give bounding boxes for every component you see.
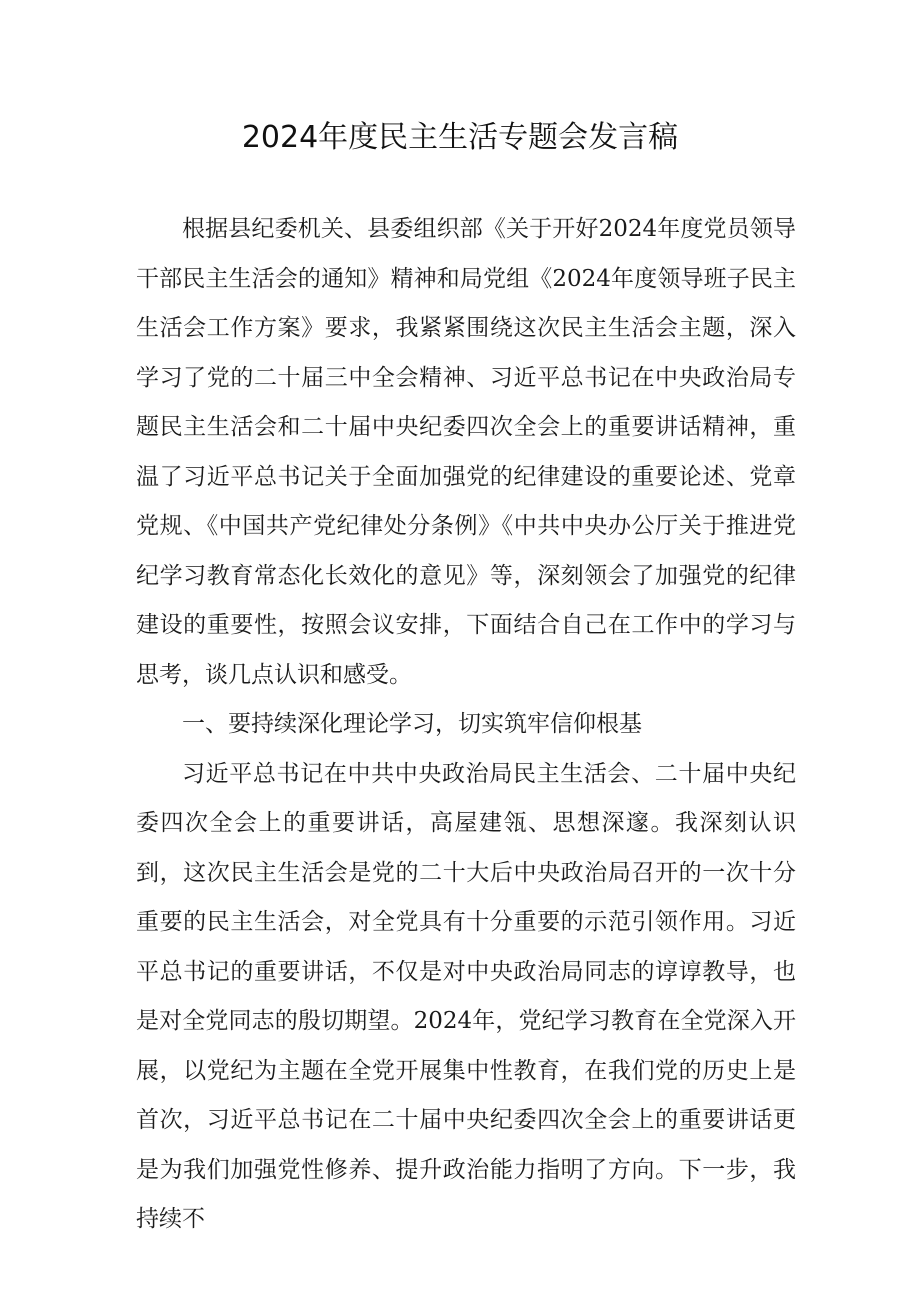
intro-paragraph: 根据县纪委机关、县委组织部《关于开好2024年度党员领导干部民主生活会的通知》精神和局党组《2024年度领导班子民主生活会工作方案》要求，我紧紧围绕这次民主生活会主题，深入学习了党的二十届三中全会精神、习近平总书记在中央政治局专题民主生活会和二十届中央纪委四次全会上的重要讲话精神，重温了习近平总书记关于全面加强党的纪律建设的重要论述、党章党规、《中国共产党纪律处分条例》《中共中央办公厅关于推进党纪学习教育常态化长效化的意见》等，深刻领会了加强党的纪律建设的重要性，按照会议安排，下面结合自己在工作中的学习与思考，谈几点认识和感受。	[136, 216, 796, 688]
section-1-paragraph: 习近平总书记在中共中央政治局民主生活会、二十届中央纪委四次全会上的重要讲话，高屋建瓴、思想深邃。我深刻认识到，这次民主生活会是党的二十大后中央政治局召开的一次十分重要的民主生活会，对全党具有十分重要的示范引领作用。习近平总书记的重要讲话，不仅是对中央政治局同志的谆谆教导，也是对全党同志的殷切期望。2024年，党纪学习教育在全党深入开展，以党纪为主题在全党开展集中性教育，在我们党的历史上是首次，习近平总书记在二十届中央纪委四次全会上的重要讲话更是为我们加强党性修养、提升政治能力指明了方向。下一步，我持续不	[136, 760, 796, 1232]
section-heading-1: 一、要持续深化理论学习，切实筑牢信仰根基	[182, 711, 642, 737]
document-body	[136, 205, 796, 1245]
document-title: 2024年度民主生活专题会发言稿	[241, 120, 679, 155]
